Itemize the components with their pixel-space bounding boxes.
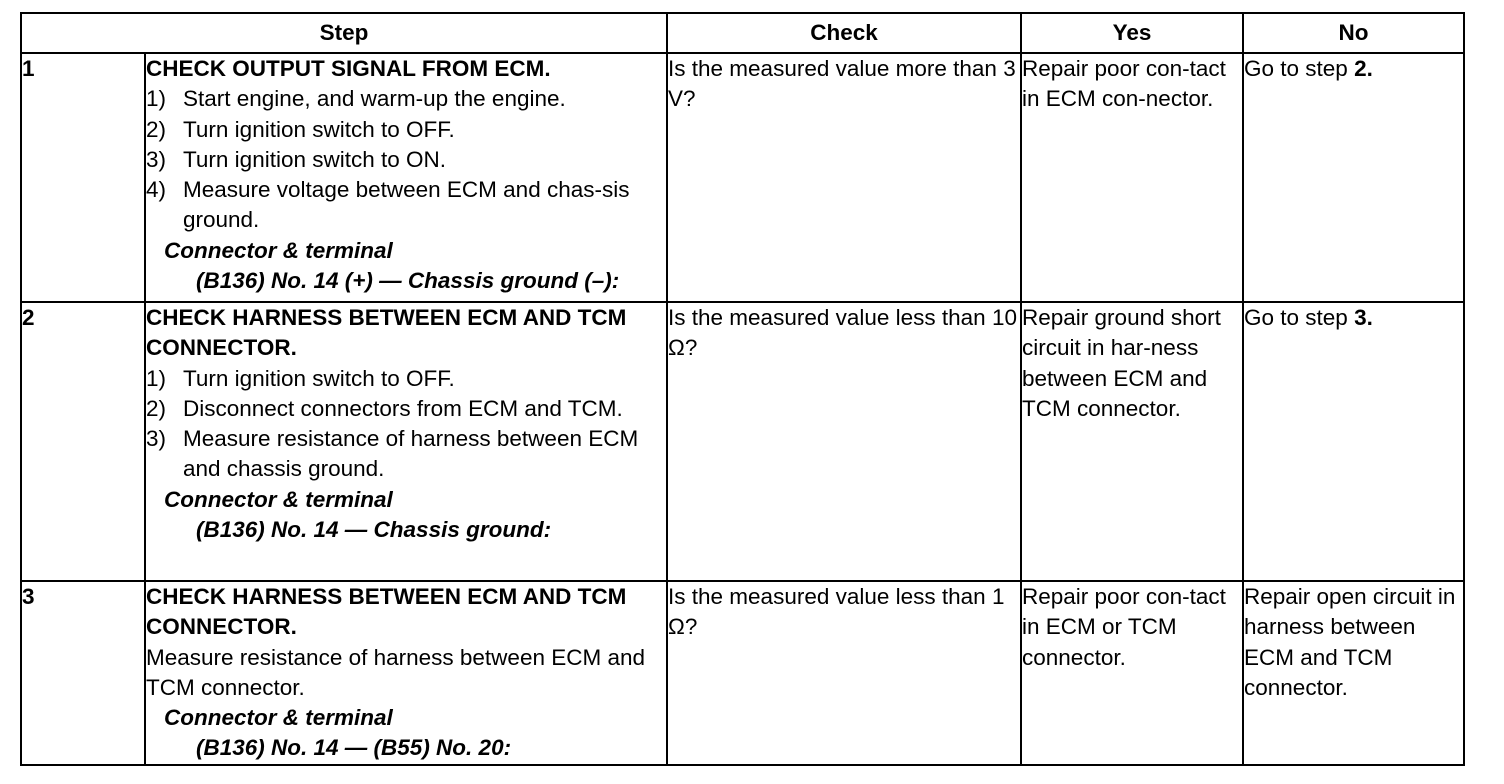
instruction-number: 4) bbox=[146, 177, 167, 203]
header-check: Check bbox=[667, 13, 1021, 53]
step-number: 3 bbox=[21, 581, 145, 765]
connector-terminal-value: (B136) No. 14 — Chassis ground: bbox=[196, 517, 552, 543]
step-cell bbox=[145, 581, 667, 765]
connector-terminal-value: (B136) No. 14 (+) — Chassis ground (–): bbox=[196, 268, 620, 294]
instruction-text: Turn ignition switch to OFF. bbox=[183, 365, 455, 391]
instruction-text: Measure voltage between ECM and chas-sis ground. bbox=[183, 177, 630, 233]
step-title: CHECK OUTPUT SIGNAL FROM ECM. bbox=[146, 56, 551, 81]
no-cell bbox=[1243, 53, 1464, 302]
instruction-text: Turn ignition switch to OFF. bbox=[183, 116, 455, 142]
no-text: Go to step bbox=[1244, 56, 1355, 81]
instruction-item bbox=[146, 84, 666, 114]
header-row bbox=[21, 13, 1464, 53]
no-cell bbox=[1243, 302, 1464, 581]
instruction-number: 1) bbox=[146, 365, 167, 391]
no-cell: Repair open circuit in harness between ECM and TCM connector. bbox=[1243, 581, 1464, 765]
instruction-item bbox=[146, 145, 666, 175]
step-cell bbox=[145, 302, 667, 581]
instruction-text: Measure resistance of harness between ECM and chassis ground. bbox=[183, 426, 639, 482]
connector-terminal-value: (B136) No. 14 — (B55) No. 20: bbox=[196, 735, 512, 761]
header-no: No bbox=[1243, 13, 1464, 53]
header-yes: Yes bbox=[1021, 13, 1243, 53]
instruction-number: 2) bbox=[146, 116, 167, 142]
yes-cell: Repair ground short circuit in har-ness between ECM and TCM connector. bbox=[1021, 302, 1243, 581]
connector-terminal-label: Connector & terminal bbox=[164, 486, 393, 512]
step-title: CHECK HARNESS BETWEEN ECM AND TCM CONNECTOR. bbox=[146, 305, 627, 361]
table-row bbox=[21, 53, 1464, 302]
step-number: 1 bbox=[21, 53, 145, 302]
step-number: 2 bbox=[21, 302, 145, 581]
instruction-item bbox=[146, 364, 666, 394]
yes-cell: Repair poor con-tact in ECM con-nector. bbox=[1021, 53, 1243, 302]
instruction-item bbox=[146, 115, 666, 145]
step-cell bbox=[145, 53, 667, 302]
no-text: Go to step bbox=[1244, 305, 1355, 330]
instruction-number: 2) bbox=[146, 395, 167, 421]
yes-cell: Repair poor con-tact in ECM or TCM connector. bbox=[1021, 581, 1243, 765]
instruction-item bbox=[146, 424, 666, 485]
instruction-number: 3) bbox=[146, 426, 167, 452]
instruction-text: Disconnect connectors from ECM and TCM. bbox=[183, 395, 623, 421]
instruction-text: Turn ignition switch to ON. bbox=[183, 146, 447, 172]
instruction-item bbox=[146, 394, 666, 424]
step-reference: 3. bbox=[1354, 305, 1373, 330]
connector-terminal-label: Connector & terminal bbox=[164, 705, 393, 731]
header-step: Step bbox=[21, 13, 667, 53]
diagnostic-table bbox=[20, 12, 1465, 766]
table-row bbox=[21, 581, 1464, 765]
connector-terminal-label: Connector & terminal bbox=[164, 237, 393, 263]
instruction-item bbox=[146, 175, 666, 236]
instruction-text: Start engine, and warm-up the engine. bbox=[183, 86, 566, 112]
instruction-text: Measure resistance of harness between ECM and TCM connector. bbox=[146, 644, 646, 700]
check-cell: Is the measured value less than 10 Ω? bbox=[667, 302, 1021, 581]
step-title: CHECK HARNESS BETWEEN ECM AND TCM CONNECTOR. bbox=[146, 584, 627, 640]
table-row bbox=[21, 302, 1464, 581]
check-cell: Is the measured value more than 3 V? bbox=[667, 53, 1021, 302]
instruction-number: 3) bbox=[146, 146, 167, 172]
step-reference: 2. bbox=[1354, 56, 1373, 81]
check-cell: Is the measured value less than 1 Ω? bbox=[667, 581, 1021, 765]
instruction-number: 1) bbox=[146, 86, 167, 112]
